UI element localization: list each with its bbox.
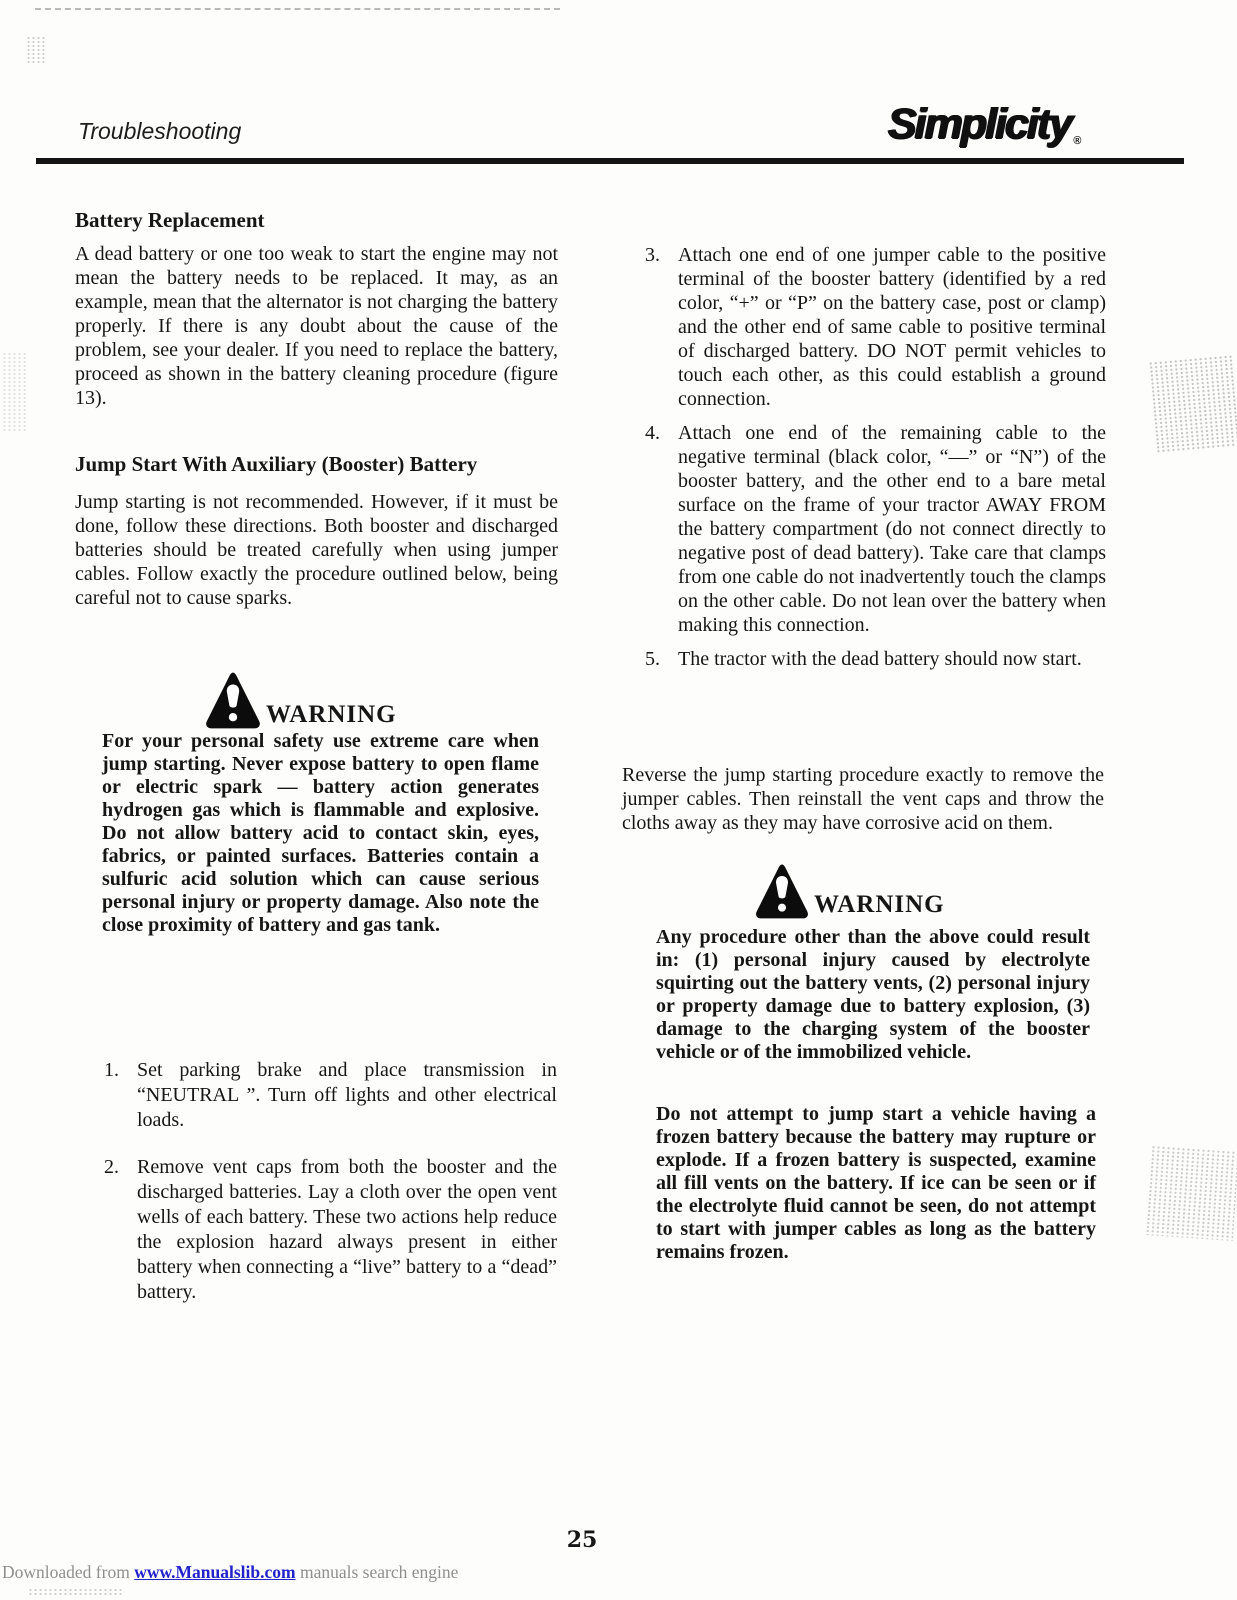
- scan-noise-patch: [1145, 1145, 1237, 1241]
- list-item: [104, 1058, 557, 1133]
- list-item: [645, 647, 1106, 671]
- list-item-text: Set parking brake and place transmission in “NEUTRAL ”. Turn off lights and other electrical loads.: [137, 1059, 557, 1131]
- scan-noise-patch: [1148, 355, 1237, 454]
- list-item: [645, 243, 1106, 411]
- watermark-suffix: manuals search engine: [295, 1562, 459, 1582]
- list-item-number: 1.: [104, 1059, 119, 1081]
- watermark-footer: [2, 1562, 458, 1583]
- watermark-prefix: Downloaded from: [2, 1562, 135, 1582]
- header-rule: [36, 158, 1184, 164]
- brand-logo: [888, 100, 1082, 149]
- scan-noise-patch: [2, 352, 26, 432]
- warning-label: WARNING: [266, 701, 397, 728]
- heading-battery-replacement: Battery Replacement: [75, 208, 265, 232]
- brand-logo-text: Simplicity: [888, 100, 1072, 148]
- list-item-number: 3.: [645, 244, 660, 266]
- list-item: [645, 421, 1106, 637]
- numbered-list: [645, 243, 1106, 671]
- numbered-list: [104, 1058, 557, 1305]
- warning-triangle-icon: [755, 862, 809, 920]
- heading-jump-start: Jump Start With Auxiliary (Booster) Battery: [75, 452, 478, 476]
- list-item: [104, 1155, 557, 1305]
- list-item-number: 4.: [645, 422, 660, 444]
- list-item-number: 5.: [645, 648, 660, 670]
- list-item-text: Remove vent caps from both the booster and the discharged batteries. Lay a cloth over the open vent wells of each battery. These two actions help reduce the explosion hazard always present in either battery when connecting a “live” battery to a “dead” battery.: [137, 1156, 557, 1303]
- page-number: 25: [566, 1527, 598, 1553]
- paragraph: Jump starting is not recommended. However, if it must be done, follow these directions. Both booster and discharged batteries should be treated carefully when using jumper cables. Follow exactly the procedure outlined below, being careful not to cause sparks.: [75, 491, 558, 609]
- list-item-text: Attach one end of one jumper cable to the positive terminal of the booster battery (identified by a red color, “+” or “P” on the battery case, post or clamp) and the other end of same cable to positive terminal of discharged battery. DO NOT permit vehicles to touch each other, as this could establish a ground connection.: [678, 244, 1106, 410]
- warning-header: [755, 862, 945, 920]
- warning-text: Any procedure other than the above could result in: (1) personal injury caused by electrolyte squirting out the battery vents, (2) personal injury or property damage due to battery explosion, (3) damage to the charging system of the booster vehicle or of the immobilized vehicle.: [656, 926, 1090, 1063]
- list-item-number: 2.: [104, 1156, 119, 1178]
- warning-label: WARNING: [814, 891, 945, 918]
- list-item-text: Attach one end of the remaining cable to the negative terminal (black color, “—” or “N”) of the booster battery, and the other end to a bare metal surface on the frame of your tractor AWAY FROM the battery compartment (do not connect directly to negative post of dead battery). Take care that clamps from one cable do not inadvertently touch the clamps on the other cable. Do not lean over the battery when making this connection.: [678, 422, 1106, 636]
- paragraph: A dead battery or one too weak to start the engine may not mean the battery needs to be replaced. It may, as an example, mean that the alternator is not charging the battery properly. If there is any doubt about the cause of the problem, see your dealer. If you need to replace the battery, proceed as shown in the battery cleaning procedure (figure 13).: [75, 243, 558, 409]
- section-title: Troubleshooting: [78, 118, 242, 144]
- list-item-text: The tractor with the dead battery should now start.: [678, 648, 1082, 670]
- warning-triangle-icon: [205, 670, 261, 730]
- warning-header: [205, 670, 397, 730]
- scan-noise-patch: [28, 1588, 123, 1595]
- paragraph: Reverse the jump starting procedure exactly to remove the jumper cables. Then reinstall the vent caps and throw the cloths away as they may have corrosive acid on them.: [622, 764, 1104, 834]
- scan-artifact-top-line: [35, 8, 560, 10]
- warning-text: For your personal safety use extreme care when jump starting. Never expose battery to open flame or electric spark — battery action generates hydrogen gas which is flammable and explosive. Do not allow battery acid to contact skin, eyes, fabrics, or painted surfaces. Batteries contain a sulfuric acid solution which can cause serious personal injury or property damage. Also note the close proximity of battery and gas tank.: [102, 730, 539, 936]
- registered-trademark-symbol: ®: [1073, 135, 1082, 147]
- manualslib-link[interactable]: www.Manualslib.com: [134, 1562, 296, 1582]
- scan-noise-patch: [26, 36, 46, 64]
- warning-continuation-text: Do not attempt to jump start a vehicle having a frozen battery because the battery may rupture or explode. If a frozen battery is suspected, examine all fill vents on the battery. If ice can be seen or if the electrolyte fluid cannot be seen, do not attempt to start with jumper cables as long as the battery remains frozen.: [656, 1103, 1096, 1263]
